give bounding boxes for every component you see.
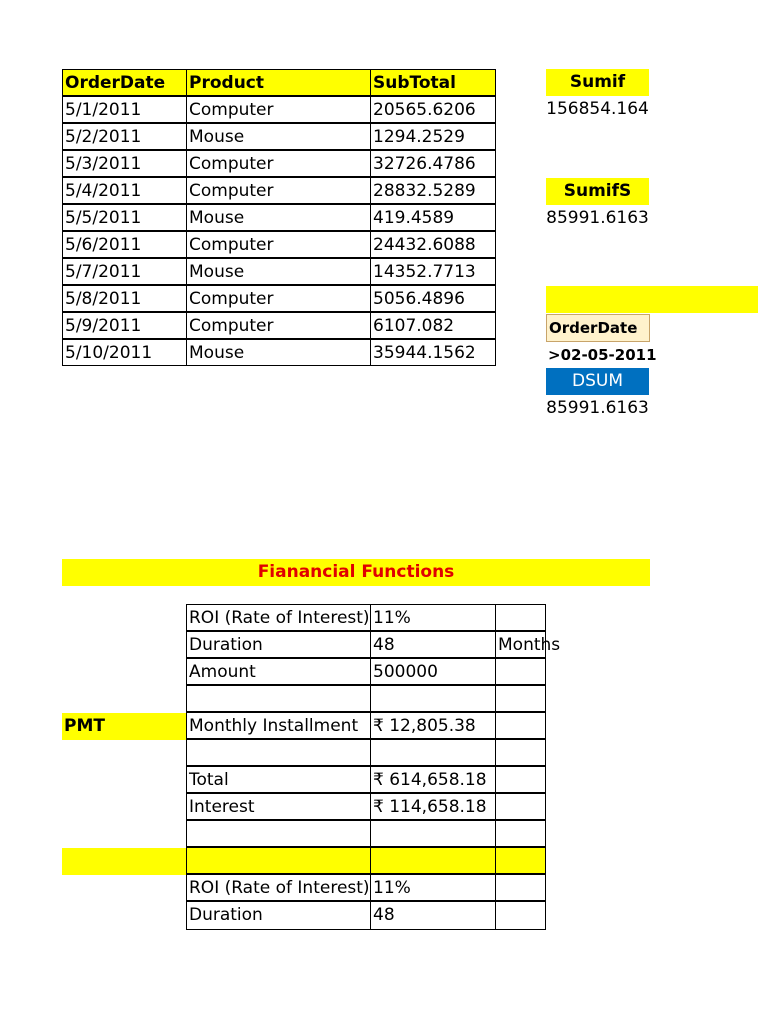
fin-label[interactable]: ROI (Rate of Interest)	[186, 874, 371, 901]
fin-label[interactable]: Duration	[186, 631, 371, 658]
sumif-label[interactable]: Sumif	[546, 69, 649, 96]
fin-value[interactable]: 11%	[370, 604, 496, 631]
cell-subtotal[interactable]: 32726.4786	[370, 150, 496, 177]
fin-value[interactable]	[370, 685, 496, 712]
fin-extra[interactable]	[495, 739, 546, 766]
fin-extra[interactable]	[495, 604, 546, 631]
fin-label[interactable]: Amount	[186, 658, 371, 685]
cell-product[interactable]: Mouse	[186, 204, 371, 231]
header-orderdate[interactable]: OrderDate	[62, 69, 187, 96]
criteria-header[interactable]: OrderDate	[546, 314, 650, 342]
fin-label[interactable]	[186, 739, 371, 766]
cell-orderdate[interactable]: 5/1/2011	[62, 96, 187, 123]
cell-product[interactable]: Computer	[186, 231, 371, 258]
fin-value[interactable]: 500000	[370, 658, 496, 685]
highlight-band-cell[interactable]	[62, 848, 187, 875]
sumifs-value[interactable]: 85991.6163	[546, 208, 649, 228]
fin-extra[interactable]	[495, 874, 546, 901]
fin-extra[interactable]	[495, 766, 546, 793]
cell-subtotal[interactable]: 28832.5289	[370, 177, 496, 204]
fin-label[interactable]	[186, 685, 371, 712]
criteria-value[interactable]: >02-05-2011	[548, 346, 657, 364]
cell-product[interactable]: Computer	[186, 177, 371, 204]
cell-product[interactable]: Computer	[186, 150, 371, 177]
cell-product[interactable]: Mouse	[186, 258, 371, 285]
cell-subtotal[interactable]: 24432.6088	[370, 231, 496, 258]
fin-extra[interactable]	[495, 793, 546, 820]
fin-extra[interactable]	[495, 712, 546, 739]
cell-subtotal[interactable]: 6107.082	[370, 312, 496, 339]
cell-subtotal[interactable]: 35944.1562	[370, 339, 496, 366]
fin-label[interactable]: ROI (Rate of Interest)	[186, 604, 371, 631]
cell-product[interactable]: Computer	[186, 285, 371, 312]
fin-label[interactable]: Interest	[186, 793, 371, 820]
highlight-band-cell[interactable]	[370, 847, 496, 874]
fin-extra[interactable]	[495, 820, 546, 847]
fin-value[interactable]	[370, 820, 496, 847]
cell-orderdate[interactable]: 5/3/2011	[62, 150, 187, 177]
fin-extra[interactable]	[495, 901, 546, 930]
cell-orderdate[interactable]: 5/2/2011	[62, 123, 187, 150]
fin-label[interactable]: Duration	[186, 901, 371, 930]
cell-orderdate[interactable]: 5/10/2011	[62, 339, 187, 366]
sumif-value[interactable]: 156854.164	[546, 99, 649, 119]
cell-subtotal[interactable]: 5056.4896	[370, 285, 496, 312]
pmt-label[interactable]: PMT	[62, 713, 187, 740]
fin-extra[interactable]	[495, 685, 546, 712]
fin-value[interactable]: 48	[370, 901, 496, 930]
fin-label[interactable]	[186, 820, 371, 847]
cell-product[interactable]: Computer	[186, 312, 371, 339]
cell-subtotal[interactable]: 1294.2529	[370, 123, 496, 150]
cell-orderdate[interactable]: 5/5/2011	[62, 204, 187, 231]
fin-value[interactable]: ₹ 614,658.18	[370, 766, 496, 793]
highlight-band[interactable]	[546, 286, 758, 313]
highlight-band-cell[interactable]	[186, 847, 371, 874]
dsum-label[interactable]: DSUM	[546, 368, 649, 395]
financial-title[interactable]: Fianancial Functions	[62, 559, 650, 586]
cell-orderdate[interactable]: 5/7/2011	[62, 258, 187, 285]
cell-orderdate[interactable]: 5/4/2011	[62, 177, 187, 204]
highlight-band-cell[interactable]	[495, 847, 546, 874]
fin-value[interactable]: ₹ 12,805.38	[370, 712, 496, 739]
fin-extra[interactable]: Months	[495, 631, 546, 658]
fin-label[interactable]: Monthly Installment	[186, 712, 371, 739]
fin-extra[interactable]	[495, 658, 546, 685]
cell-orderdate[interactable]: 5/8/2011	[62, 285, 187, 312]
header-product[interactable]: Product	[186, 69, 371, 96]
cell-subtotal[interactable]: 20565.6206	[370, 96, 496, 123]
sumifs-label[interactable]: SumifS	[546, 178, 649, 205]
cell-product[interactable]: Computer	[186, 96, 371, 123]
cell-orderdate[interactable]: 5/9/2011	[62, 312, 187, 339]
fin-label[interactable]: Total	[186, 766, 371, 793]
fin-value[interactable]: 48	[370, 631, 496, 658]
cell-subtotal[interactable]: 419.4589	[370, 204, 496, 231]
cell-product[interactable]: Mouse	[186, 123, 371, 150]
fin-value[interactable]: 11%	[370, 874, 496, 901]
fin-value[interactable]	[370, 739, 496, 766]
cell-subtotal[interactable]: 14352.7713	[370, 258, 496, 285]
header-subtotal[interactable]: SubTotal	[370, 69, 496, 96]
fin-value[interactable]: ₹ 114,658.18	[370, 793, 496, 820]
cell-product[interactable]: Mouse	[186, 339, 371, 366]
dsum-value[interactable]: 85991.6163	[546, 398, 649, 418]
cell-orderdate[interactable]: 5/6/2011	[62, 231, 187, 258]
